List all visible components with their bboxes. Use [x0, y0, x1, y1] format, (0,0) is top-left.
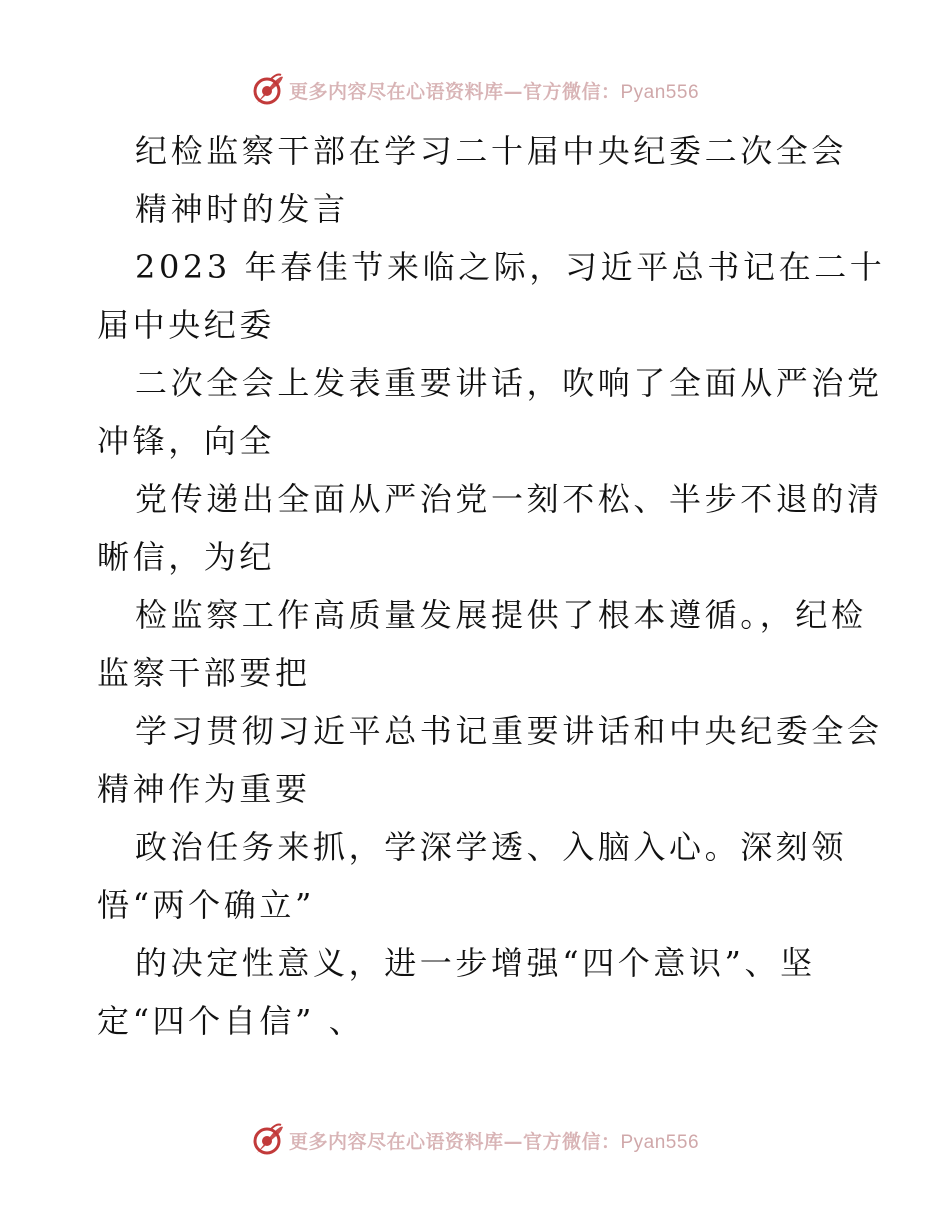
feather-pen-logo-icon: [251, 1123, 285, 1157]
text-line: 学习贯彻习近平总书记重要讲话和中央纪委全会: [135, 712, 883, 750]
watermark-wechat-id: Pyan556: [620, 1131, 700, 1153]
text-line: 的决定性意义，进一步增强“四个意识”、坚: [135, 944, 816, 982]
text-line: 晰信，为纪: [97, 538, 276, 576]
document-body: [97, 122, 886, 1050]
text-line: 2023 年春佳节来临之际，习近平总书记在二十: [135, 248, 886, 286]
watermark-text: 更多内容尽在心语资料库—官方微信：Pyan556: [288, 80, 700, 103]
text-line: 纪检监察干部在学习二十届中央纪委二次全会: [135, 132, 848, 170]
text-line: 悟“两个确立”: [97, 886, 315, 924]
footer-watermark: [0, 1120, 950, 1160]
text-line: 党传递出全面从严治党一刻不松、半步不退的清: [135, 480, 883, 518]
text-line: 精神时的发言: [135, 190, 349, 228]
text-line: 定“四个自信” 、: [97, 1002, 365, 1040]
text-line: 届中央纪委: [97, 306, 276, 344]
text-line: 监察干部要把: [97, 654, 311, 692]
text-line: 冲锋，向全: [97, 422, 276, 460]
text-line: 精神作为重要: [97, 770, 311, 808]
text-line: 二次全会上发表重要讲话，吹响了全面从严治党: [135, 364, 883, 402]
text-line: 检监察工作高质量发展提供了根本遵循。，纪检: [135, 596, 867, 634]
header-watermark: [0, 70, 950, 110]
feather-pen-logo-icon: [251, 73, 285, 107]
text-line: 政治任务来抓，学深学透、入脑入心。深刻领: [135, 828, 848, 866]
watermark-wechat-id: Pyan556: [620, 81, 700, 103]
watermark-text: 更多内容尽在心语资料库—官方微信：Pyan556: [288, 1130, 700, 1153]
